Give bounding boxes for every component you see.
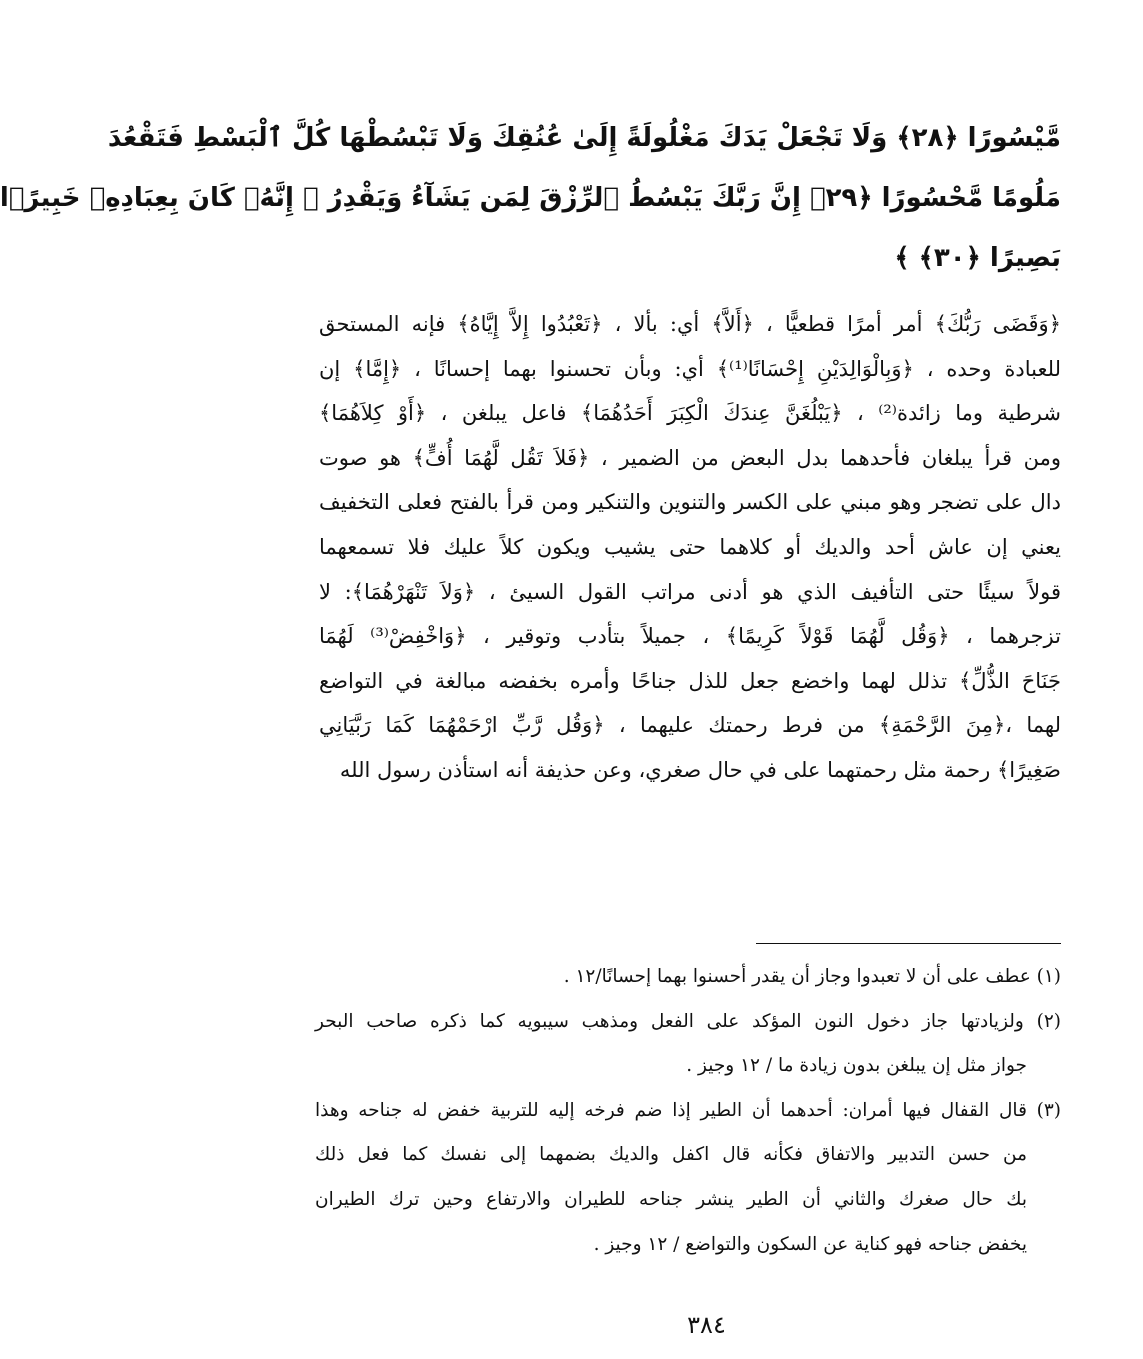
tafsir-line-5: دال على تضجر وهو مبني على الكسر والتنوين والتنكير ومن قرأ بالفتح فعلى التخفيف: [319, 490, 1061, 515]
verse-line-3: بَصِيرًا ﴿٣٠﴾ ﴾: [894, 243, 1061, 273]
footnote-1-line-1: (١) عطف على أن لا تعبدوا وجاز أن يقدر أحسنوا بهما إحسانًا/١٢ .: [563, 966, 1061, 987]
footnote-3-line-4: يخفض جناحه فهو كناية عن السكون والتواضع / ١٢ وجيز .: [593, 1233, 1027, 1255]
tafsir-line-8: تزجرهما ، ﴿وَقُل لَّهُمَا قَوْلاً كَرِيمًا﴾ ، جميلاً بتأدب وتوقير ، ﴿وَاخْفِضْ⁽³⁾ لَهُمَا: [319, 624, 1061, 649]
verse-line-2: مَلُومًا مَّحْسُورًا ﴿٢٩﴾ إِنَّ رَبَّكَ يَبْسُطُ ٱلرِّزْقَ لِمَن يَشَآءُ وَيَقْدِرُ ۚ إِنَّهُۥ كَانَ بِعِبَادِهِۦ خَبِيرًۢا: [0, 183, 1061, 213]
page-number: ٣٨٤: [687, 1311, 726, 1339]
tafsir-line-2: للعبادة وحده ، ﴿وَبِالْوَالِدَيْنِ إِحْسَانًا⁽¹⁾﴾ أي: وبأن تحسنوا بهما إحسانًا ، ﴿إِمَّا﴾ إن: [319, 356, 1061, 381]
tafsir-line-7: قولاً سيئًا حتى التأفيف الذي هو أدنى مراتب القول السيئ ، ﴿وَلاَ تَنْهَرْهُمَا﴾: لا: [319, 579, 1061, 604]
tafsir-line-1: ﴿وَقَضَى رَبُّكَ﴾ أمر أمرًا قطعيًّا ، ﴿أَلاَّ﴾ أي: بألا ، ﴿تَعْبُدُوا إِلاَّ إِيَّاهُ﴾ فإنه المستحق: [319, 312, 1061, 336]
tafsir-line-9: جَنَاحَ الذُّلِّ﴾ تذلل لهما واخضع جعل للذل جناحًا وأمره بخفضه مبالغة في التواضع: [319, 668, 1061, 693]
tafsir-line-3: شرطية وما زائدة⁽²⁾ ، ﴿يَبْلُغَنَّ عِندَكَ الْكِبَرَ أَحَدُهُمَا﴾ فاعل يبلغن ، ﴿أَوْ كِلاَهُمَا﴾: [319, 401, 1061, 426]
tafsir-line-10: لهما ،﴿مِنَ الرَّحْمَةِ﴾ من فرط رحمتك عليهما ، ﴿وَقُل رَّبِّ ارْحَمْهُمَا كَمَا رَبَّيَانِي: [319, 713, 1061, 738]
quran-verses: [0, 108, 1061, 288]
footnote-divider: [756, 943, 1061, 944]
footnote-3-line-1: (٣) قال القفال فيها أمران: أحدهما أن الطير إذا ضم فرخه إليه للتربية خفض له جناحه وهذا: [315, 1099, 1061, 1121]
footnote-3-line-2: من حسن التدبير والاتفاق فكأنه قال اكفل والديك بضمهما إلى نفسك كما فعل ذلك: [315, 1144, 1027, 1166]
tafsir-line-11: صَغِيرًا﴾ رحمة مثل رحمتهما على في حال صغري، وعن حذيفة أنه استأذن رسول الله: [339, 757, 1061, 782]
footnote-2-line-2: جواز مثل إن يبلغن بدون زيادة ما / ١٢ وجيز .: [686, 1055, 1027, 1077]
verse-line-1: مَّيْسُورًا ﴿٢٨﴾ وَلَا تَجْعَلْ يَدَكَ مَغْلُولَةً إِلَىٰ عُنُقِكَ وَلَا تَبْسُطْهَا كُلَّ ٱلْبَسْطِ فَتَقْعُدَ: [107, 123, 1061, 153]
tafsir-commentary: [319, 302, 1061, 793]
tafsir-line-6: يعني إن عاش أحد والديك أو كلاهما حتى يشيب ويكون كلاً عليك فلا تسمعهما: [319, 534, 1061, 559]
tafsir-line-4: ومن قرأ يبلغان فأحدهما بدل البعض من الضمير ، ﴿فَلاَ تَقُل لَّهُمَا أُفٍّ﴾ هو صوت: [319, 445, 1061, 470]
footnote-2-line-1: (٢) ولزيادتها جاز دخول النون المؤكد على الفعل ومذهب سيبويه كما ذكره صاحب البحر: [315, 1010, 1061, 1032]
footnotes: [315, 955, 1061, 1267]
footnote-3-line-3: بك حال صغرك والثاني أن الطير ينشر جناحه للطيران والارتفاع وحين ترك الطيران: [315, 1188, 1027, 1210]
